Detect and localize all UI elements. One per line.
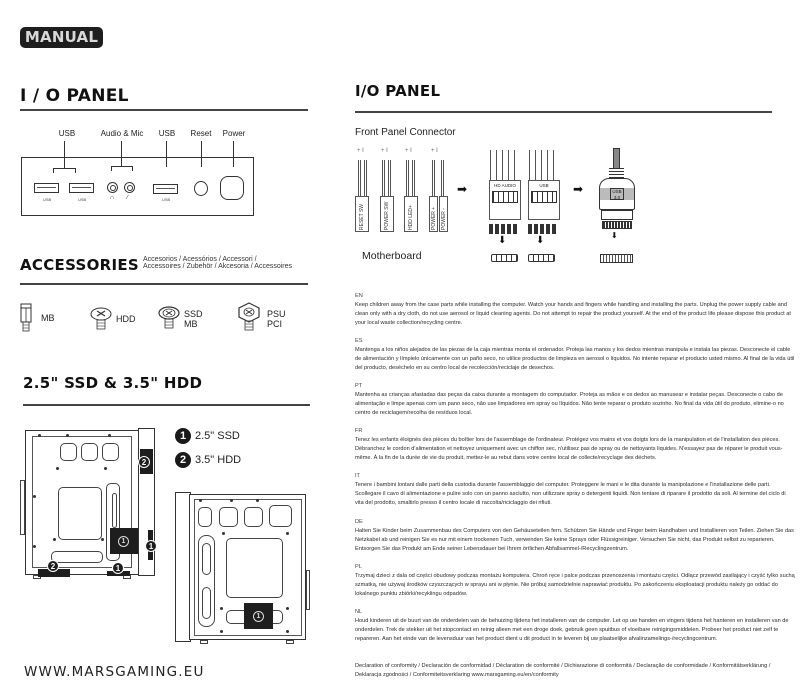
- mic-icon: ∕: [127, 195, 129, 201]
- io-panel-box: USB USB ∩ ∕ USB: [21, 157, 254, 216]
- io-label-usb-1: USB: [58, 129, 76, 138]
- io-label-usb-2: USB: [158, 129, 176, 138]
- headphone-icon: ∩: [110, 195, 115, 201]
- safety-pl: PL Trzymaj dzieci z dala od części obudowy podczas montażu komputera. Chroń ręce i palce podczas przenoszenia i montażu części. Odłącz przewód zasilający i czyść tylko suchą szmatką, nie używaj środków czyszczących w sprayu ani w płynie. Nie próbuj samodzielnie naprawiać produktu. Po zakończeniu eksploatacji produktu należy go oddać do lokalnego punktu zbiórki/recyklingu odpadów.: [355, 564, 795, 597]
- accessory-label-hdd: HDD: [116, 314, 136, 324]
- mic-jack-icon: [124, 182, 135, 193]
- connector-power-sw: POWER SW: [380, 196, 394, 232]
- legend-ssd: [175, 427, 240, 445]
- io-panel-right-title: I/O PANEL: [355, 82, 441, 100]
- motherboard-label: Motherboard: [362, 250, 422, 262]
- arrow-down-icon: ⬇: [536, 235, 545, 246]
- connector-hdd-led: HDD LED+: [404, 196, 418, 232]
- arrow-right-icon: ➡: [573, 182, 584, 196]
- standoff-screw-icon: [19, 302, 33, 334]
- safety-de: DE Halten Sie Kinder beim Zusammenbau des Computers von den Gehäuseteilen fern. Schützen Sie Hände und Finger beim Handhaben und Installieren von Teilen. Ziehen Sie das Netzkabel ab und reinigen Sie es nur mit einem trockenen Tuch, verwenden Sie keine Sprays oder Flüssigreiniger. Versuchen Sie nicht, das Produkt selbst zu reparieren. Entsorgen Sie das Produkt am Ende seiner Lebensdauer bei Ihrem örtlichen Abfallsammel-/Recyclingzentrum.: [355, 519, 794, 552]
- manual-badge: MANUAL: [20, 27, 103, 48]
- headphone-jack-icon: [107, 182, 118, 193]
- front-panel-connector-title: Front Panel Connector: [355, 127, 456, 138]
- safety-es: ES Mantenga a los niños alejados de las piezas de la caja mientras monta el ordenador. Proteja las manos y los dedos mientras manipula e instala las piezas. Desconecte el cable de alimentación y límpielo únicamente con un paño seco, no utilice productos de limpieza en aerosol o líquidos. No intente reparar el producto usted mismo. Al final de la vida útil del producto, deséchelo en su centro local de recolección/reciclaje de desechos.: [355, 338, 795, 371]
- drives-title: 2.5" SSD & 3.5" HDD: [23, 374, 203, 392]
- accessories-subtitle-2: Accessoires / Zubehör / Akcesoria / Accessoires: [143, 263, 293, 270]
- website-url[interactable]: WWW.MARSGAMING.EU: [24, 664, 205, 680]
- connector-power-plus: POWER +: [429, 196, 438, 232]
- connector-reset-sw: RESET SW: [355, 196, 369, 232]
- safety-it: IT Tenere i bambini lontani dalle parti della custodia durante l'assemblaggio del computer. Proteggere le mani e le dita durante la manipolazione e l'installazione delle parti. Scollegare il cavo di alimentazione e pulire solo con un panno asciutto, non utilizzare spray o detergenti liquidi. Non tentare di riparare il prodotto da soli. Al termine del ciclo di vita del prodotto, smaltirlo presso il centro locale di raccolta/riciclaggio dei rifiuti.: [355, 473, 786, 506]
- safety-fr: FR Tenez les enfants éloignés des pièces du boîtier lors de l'assemblage de l'ordinateur. Protégez vos mains et vos doigts lors de la manipulation et de l'installation des pièces. Débranchez le cordon d'alimentation et nettoyez uniquement avec un chiffon sec, n'utilisez pas de spray ou de nettoyants liquides. N'essayez pas de réparer le produit vous-même. À la fin de la durée de vie du produit, mettez-le au rebut dans votre centre local de collecte/recyclage des déchets.: [355, 428, 783, 461]
- io-label-reset: Reset: [190, 129, 212, 138]
- safety-nl: NL Houd kinderen uit de buurt van de onderdelen van de behuizing tijdens het installeren van de computer. Let op uw handen en vingers tijdens het hanteren en installeren van de onderdelen. Trek de stekker uit het stopcontact en reinig alleen met een droge doek, gebruik geen spuitbus of vloeibare reinigingsmiddelen. Probeer het product niet zelf te repareren. Aan het einde van de levensduur van het product dient u dit product in te leveren bij uw plaatselijke afvalinzamelings-/recyclingcentrum.: [355, 609, 789, 642]
- io-panel-rule: [20, 109, 308, 111]
- io-label-audio-mic: Audio & Mic: [100, 129, 144, 138]
- ssd-mb-screw-icon: [158, 305, 180, 331]
- legend-ssd-label: 2.5" SSD: [195, 429, 240, 442]
- accessory-label-mb-2: MB: [184, 319, 198, 329]
- safety-en: EN Keep children away from the case parts while installing the computer. Watch your hands and fingers while handling and installing the parts. Unplug the power supply cable and clean only with a dry cloth, do not use aerosol or liquid cleaning agents. Do not attempt to repair the product yourself. At the end of the product life please dispose this product at your local waste collection/recycling centre.: [355, 293, 791, 326]
- usb-port-icon: [69, 183, 94, 193]
- reset-button-icon: [194, 181, 208, 196]
- hdd-screw-icon: [90, 306, 112, 332]
- accessories-subtitle-1: Accesorios / Acessórios / Accessori /: [143, 256, 257, 263]
- connector-power-minus: POWER -: [439, 196, 448, 232]
- accessory-label-ssd: SSD: [184, 309, 203, 319]
- conformity-declaration: Declaration of conformity / Declaración de conformidad / Déclaration de conformité / Dichiarazione di conformità / Declaração de conformidade / Konformitätserklärung / Deklaracja zgodności / Conformiteitsverklaring www.marsgaming.eu/en/conformity: [355, 663, 771, 678]
- number-2-icon: 2: [175, 452, 191, 468]
- legend-hdd-label: 3.5" HDD: [195, 453, 242, 466]
- io-panel-title: I / O PANEL: [20, 86, 129, 106]
- psu-pci-screw-icon: [236, 302, 262, 332]
- io-panel-right-rule: [355, 111, 772, 113]
- safety-pt: PT Mantenha as crianças afastadas das peças da caixa durante a montagem do computador. Proteja as mãos e os dedos ao manusear e instalar peças. Desconecte o cabo de alimentação e limpe apenas com um pano seco, não use limpadores em spray ou líquidos. Não tente reparar o produto sozinho. No final da vida útil do produto, elimine-o no centro de reciclagem/recolha de resíduos local.: [355, 383, 784, 416]
- drives-rule: [23, 404, 310, 406]
- accessory-label-psu: PSU: [267, 309, 286, 319]
- accessories-title: ACCESSORIES: [20, 256, 140, 274]
- number-1-icon: 1: [175, 428, 191, 444]
- accessory-label-mb: MB: [41, 313, 55, 323]
- usb-port-icon: [34, 183, 59, 193]
- io-label-power: Power: [222, 129, 246, 138]
- legend-hdd: [175, 451, 241, 469]
- accessories-rule: [20, 283, 308, 285]
- power-button-icon: [220, 176, 244, 200]
- usb-port-icon: [153, 184, 178, 194]
- arrow-down-icon: ⬇: [498, 235, 507, 246]
- accessory-label-pci: PCI: [267, 319, 283, 329]
- arrow-right-icon: ➡: [457, 182, 468, 196]
- arrow-down-icon: ⬇: [611, 231, 618, 240]
